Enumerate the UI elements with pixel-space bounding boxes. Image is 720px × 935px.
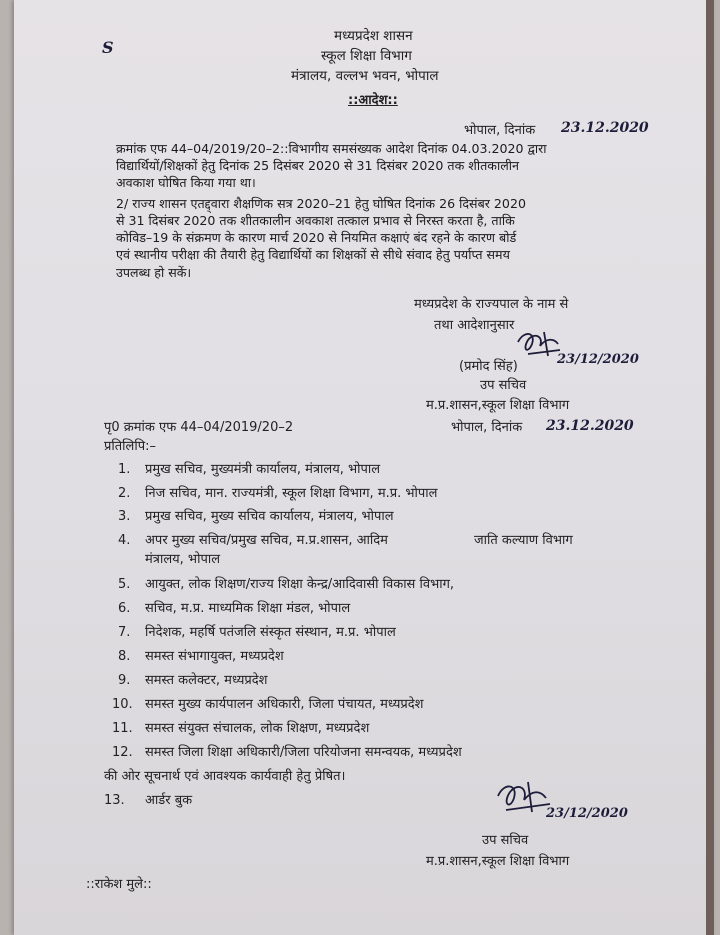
endorsement-number: पृ0 क्रमांक एफ 44–04/2019/20–2	[104, 420, 294, 435]
recipient-num-1: 1.	[118, 462, 131, 477]
recipient-text-11: समस्त संयुक्त संचालक, लोक शिक्षण, मध्यप्रदेश	[145, 721, 370, 736]
recipient-num-8: 8.	[118, 649, 131, 664]
recipient-num-2: 2.	[118, 486, 131, 501]
para2-line4: एवं स्थानीय परीक्षा की तैयारी हेतु विद्यार्थियों का शिक्षकों से सीधे संवाद हेतु पर्याप्त समय	[116, 247, 510, 262]
para1-line1: क्रमांक एफ 44–04/2019/20–2::विभागीय समसंख्यक आदेश दिनांक 04.03.2020 द्वारा	[116, 141, 547, 156]
date-label: भोपाल, दिनांक	[464, 123, 536, 138]
recipient-text-5: आयुक्त, लोक शिक्षण/राज्य शिक्षा केन्द्र/आदिवासी विकास विभाग,	[145, 577, 455, 592]
recipient-text-6: सचिव, म.प्र. माध्यमिक शिक्षा मंडल, भोपाल	[145, 601, 351, 616]
footer-note: ::राकेश मुले::	[86, 877, 152, 892]
order-heading: ::आदेश::	[348, 93, 398, 108]
para2-line2: से 31 दिसंबर 2020 तक शीतकालीन अवकाश तत्काल प्रभाव से निरस्त करता है, ताकि	[116, 213, 515, 228]
copy-label: प्रतिलिपि:–	[104, 439, 156, 454]
recipient-num-13: 13.	[104, 793, 125, 808]
header-line-govt: मध्यप्रदेश शासन	[334, 28, 413, 44]
recipient-text-7: निदेशक, महर्षि पतंजलि संस्कृत संस्थान, म.प्र. भोपाल	[145, 625, 396, 640]
recipient-num-12: 12.	[112, 745, 133, 760]
header-line-address: मंत्रालय, वल्लभ भवन, भोपाल	[291, 68, 439, 84]
para1-line2: विद्यार्थियों/शिक्षकों हेतु दिनांक 25 दिसंबर 2020 से 31 दिसंबर 2020 तक शीतकालीन	[116, 158, 519, 173]
document-page	[14, 0, 714, 935]
para2-line3: कोविड–19 के संक्रमण के कारण मार्च 2020 से नियमित कक्षाएं बंद रहने के कारण बोर्ड	[116, 230, 517, 245]
signatory2-designation: उप सचिव	[482, 833, 529, 848]
signatory-name: (प्रमोद सिंह)	[459, 359, 518, 374]
governor-line: मध्यप्रदेश के राज्यपाल के नाम से	[414, 297, 569, 312]
recipient-num-11: 11.	[112, 721, 133, 736]
recipient-text-8: समस्त संभागायुक्त, मध्यप्रदेश	[145, 649, 284, 664]
header-line-department: स्कूल शिक्षा विभाग	[321, 48, 412, 64]
recipient-num-5: 5.	[118, 577, 131, 592]
recipient-text-4-tail: जाति कल्याण विभाग	[474, 533, 573, 548]
recipient-text-3: प्रमुख सचिव, मुख्य सचिव कार्यालय, मंत्रालय, भोपाल	[145, 509, 394, 524]
recipient-num-7: 7.	[118, 625, 131, 640]
recipient-num-4: 4.	[118, 533, 131, 548]
recipient-num-9: 9.	[118, 673, 131, 688]
para1-line3: अवकाश घोषित किया गया था।	[116, 175, 256, 190]
signatory2-department: म.प्र.शासन,स्कूल शिक्षा विभाग	[426, 854, 570, 869]
signatory-designation: उप सचिव	[480, 378, 527, 393]
endorsement-date-handwritten: 23.12.2020	[546, 418, 634, 434]
recipient-text-13: आर्डर बुक	[145, 793, 193, 808]
para2-line1: 2/ राज्य शासन एतद्द्वारा शैक्षणिक सत्र 2020–21 हेतु घोषित दिनांक 26 दिसंबर 2020	[116, 196, 526, 211]
order-line: तथा आदेशानुसार	[434, 318, 515, 333]
recipient-text-4-line2: मंत्रालय, भोपाल	[145, 552, 221, 567]
forwarding-line: की ओर सूचनार्थ एवं आवश्यक कार्यवाही हेतु प्रेषित।	[104, 769, 346, 784]
signatory-department: म.प्र.शासन,स्कूल शिक्षा विभाग	[426, 398, 570, 413]
recipient-text-1: प्रमुख सचिव, मुख्यमंत्री कार्यालय, मंत्रालय, भोपाल	[145, 462, 381, 477]
signature-1-date: 23/12/2020	[557, 352, 639, 367]
endorsement-date-label: भोपाल, दिनांक	[451, 420, 523, 435]
recipient-num-6: 6.	[118, 601, 131, 616]
recipient-text-12: समस्त जिला शिक्षा अधिकारी/जिला परियोजना समन्वयक, मध्यप्रदेश	[145, 745, 462, 760]
para2-line5: उपलब्ध हो सकें।	[116, 265, 192, 280]
recipient-text-4: अपर मुख्य सचिव/प्रमुख सचिव, म.प्र.शासन, आदिम	[145, 533, 388, 548]
recipient-text-2: निज सचिव, मान. राज्यमंत्री, स्कूल शिक्षा विभाग, म.प्र. भोपाल	[145, 486, 438, 501]
recipient-num-3: 3.	[118, 509, 131, 524]
recipient-text-9: समस्त कलेक्टर, मध्यप्रदेश	[145, 673, 268, 688]
recipient-text-10: समस्त मुख्य कार्यपालन अधिकारी, जिला पंचायत, मध्यप्रदेश	[145, 697, 424, 712]
date-handwritten: 23.12.2020	[561, 120, 649, 136]
recipient-num-10: 10.	[112, 697, 133, 712]
page-edge-shadow	[706, 0, 714, 935]
signature-2-date: 23/12/2020	[546, 806, 628, 821]
margin-mark: S	[102, 38, 114, 57]
